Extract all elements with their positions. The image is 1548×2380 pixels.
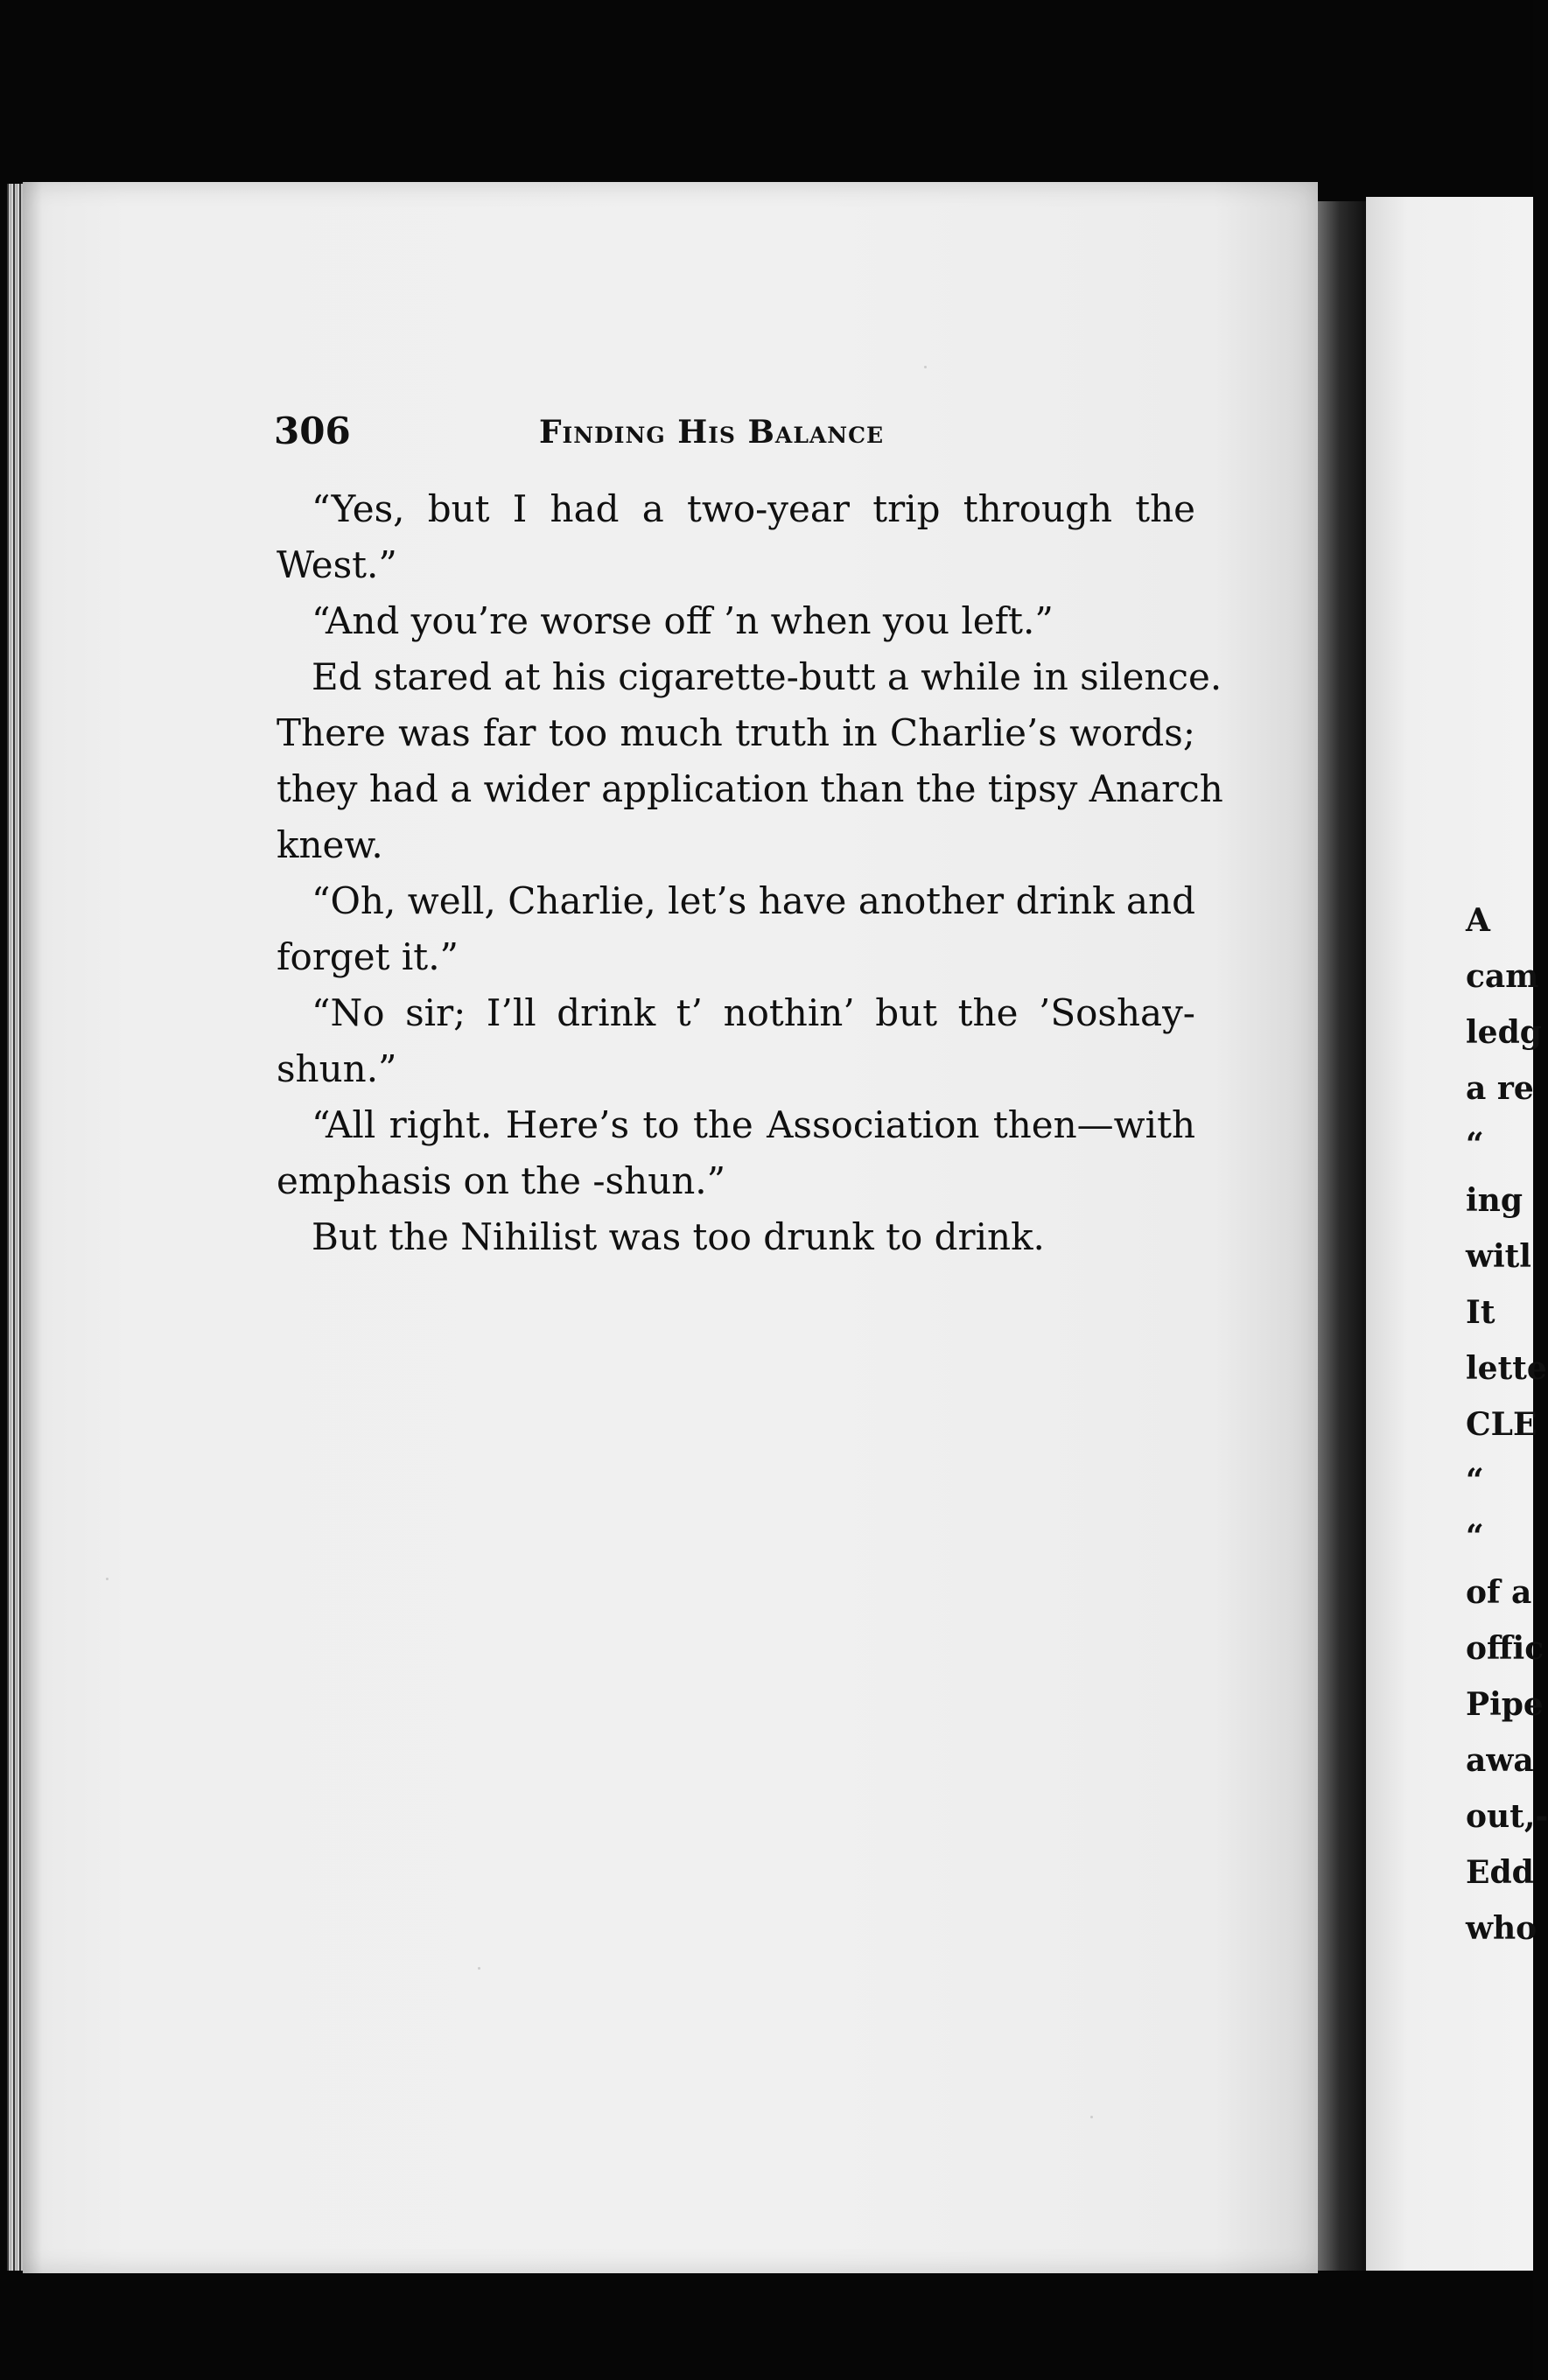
right-page-fragment: awa (1466, 1742, 1534, 1779)
right-page-fragment: of a (1466, 1574, 1532, 1611)
text-line: “No sir; I’ll drink t’ nothin’ but the ’Soshay- (312, 991, 1195, 1034)
page-number: 306 (274, 410, 351, 452)
right-page-fragment: lette (1466, 1350, 1547, 1387)
book-text-body (277, 481, 1223, 1265)
text-line: There was far too much truth in Charlie’s words; (277, 711, 1195, 754)
right-page-fragment: CLE (1466, 1406, 1537, 1443)
text-line: knew. (277, 823, 383, 866)
text-line: Ed stared at his cigarette-butt a while in silence. (312, 655, 1222, 698)
right-page-fragment: a re (1466, 1070, 1534, 1107)
book-edge-lines (7, 184, 23, 2271)
right-page-fragment: witl (1466, 1238, 1531, 1275)
running-title: Finding His Balance (539, 414, 885, 451)
text-line: “Yes, but I had a two-year trip through the (312, 487, 1195, 530)
right-page-fragment: A (1466, 902, 1490, 939)
right-page-fragment: out,- (1466, 1798, 1548, 1835)
text-line: they had a wider application than the tipsy Anarch (277, 767, 1223, 810)
text-line: “All right. Here’s to the Association then—with (312, 1103, 1195, 1146)
text-line: “And you’re worse off ’n when you left.” (312, 599, 1054, 642)
text-line: emphasis on the -shun.” (277, 1159, 726, 1202)
page-dust-speck (106, 1578, 109, 1580)
text-line: forget it.” (277, 935, 459, 978)
page-dust-speck (1090, 2116, 1093, 2118)
right-page-fragment: Pipe (1466, 1686, 1544, 1723)
book-gutter (1318, 201, 1366, 2271)
right-page-fragment: ing (1466, 1182, 1523, 1219)
right-page-fragment: It (1466, 1294, 1495, 1331)
right-page-fragment: “ (1466, 1462, 1484, 1499)
page-header (274, 410, 1201, 462)
text-line: West.” (277, 543, 397, 586)
right-page-fragment: Edd (1466, 1854, 1534, 1891)
text-line: But the Nihilist was too drunk to drink. (312, 1215, 1045, 1258)
right-page-text-fragments (1466, 892, 1548, 1956)
right-page-fragment: “ (1466, 1126, 1484, 1163)
right-page-fragment: cam (1466, 958, 1539, 995)
text-line: “Oh, well, Charlie, let’s have another drink and (312, 879, 1195, 922)
right-page-fragment: who (1466, 1910, 1537, 1947)
right-page-fragment: ledg (1466, 1014, 1542, 1051)
text-line: shun.” (277, 1047, 397, 1090)
page-dust-speck (924, 366, 927, 368)
page-dust-speck (478, 1967, 480, 1970)
right-page-fragment: “ (1466, 1518, 1484, 1555)
right-page-fragment: offic (1466, 1630, 1544, 1667)
